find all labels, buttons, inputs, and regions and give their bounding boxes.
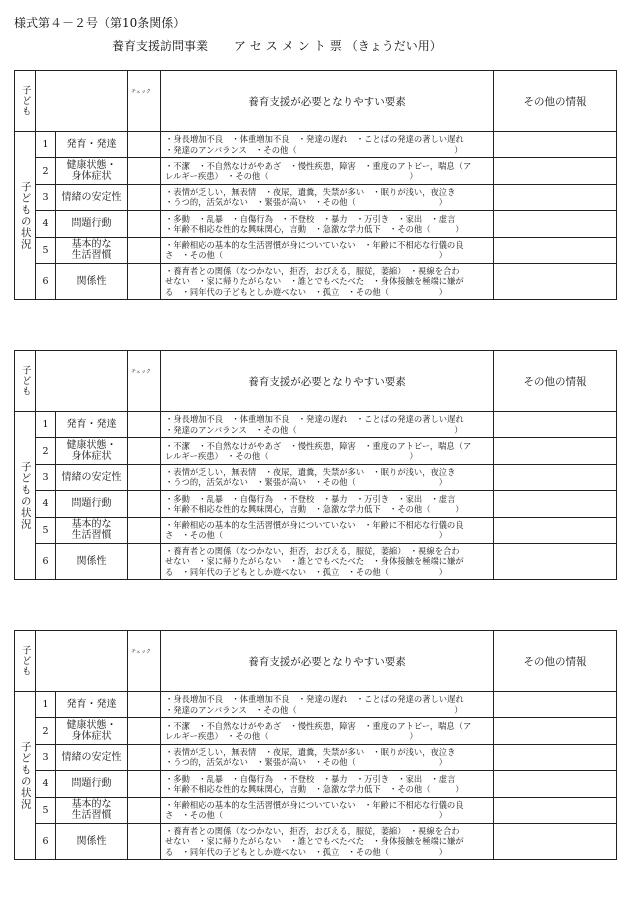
row-other-info-cell[interactable] (494, 211, 617, 237)
row-number: 1 (36, 412, 56, 438)
header-kodomo (15, 71, 36, 132)
row-check-cell[interactable] (128, 438, 161, 464)
row-number: 1 (36, 692, 56, 718)
title-program: 養育支援訪問事業 (112, 39, 209, 53)
row-category: 健康状態・ 身体症状 (56, 158, 128, 184)
row-number: 4 (36, 491, 56, 517)
row-other-info-cell[interactable] (494, 158, 617, 184)
row-items: ・表情が乏しい，無表情 ・夜尿，遺糞，失禁が多い ・眠りが浅い，夜泣き ・うつ的，活気がない ・緊張が高い ・その他（ ） (161, 744, 494, 770)
row-category: 発育・発達 (56, 412, 128, 438)
row-other-info-cell[interactable] (494, 744, 617, 770)
header-other-info: その他の情報 (494, 71, 617, 132)
row-check-cell[interactable] (128, 823, 161, 859)
row-number: 6 (36, 823, 56, 859)
row-category: 情緒の安定性 (56, 184, 128, 210)
row-items: ・表情が乏しい，無表情 ・夜尿，遺糞，失禁が多い ・眠りが浅い，夜泣き ・うつ的，活気がない ・緊張が高い ・その他（ ） (161, 464, 494, 490)
row-items: ・養育者との関係（なつかない，拒否，おびえる，服従，萎縮） ・視線を合わ せない ・家に帰りたがらない ・誰とでもべたべた ・身体接触を極端に嫌が る ・同年代の子どもとしか遊べない ・孤立 ・その他（ ） (161, 543, 494, 579)
form-number: 様式第４－２号（第10条関係） (14, 16, 186, 30)
row-items: ・養育者との関係（なつかない，拒否，おびえる，服従，萎縮） ・視線を合わ せない ・家に帰りたがらない ・誰とでもべたべた ・身体接触を極端に嫌が る ・同年代の子どもとしか遊べない ・孤立 ・その他（ ） (161, 823, 494, 859)
row-other-info-cell[interactable] (494, 464, 617, 490)
row-number: 3 (36, 744, 56, 770)
row-items: ・年齢相応の基本的な生活習慣が身についていない ・年齢に不相応な行儀の良 さ ・その他（ ） (161, 797, 494, 823)
row-other-info-cell[interactable] (494, 438, 617, 464)
table-row (15, 823, 617, 859)
header-elements: 養育支援が必要となりやすい要素 (161, 71, 494, 132)
row-check-cell[interactable] (128, 744, 161, 770)
row-check-cell[interactable] (128, 771, 161, 797)
row-items: ・身長増加不良 ・体重増加不良 ・発達の遅れ ・ことばの発達の著しい遅れ ・発達のアンバランス ・その他（ ） (161, 132, 494, 158)
row-check-cell[interactable] (128, 692, 161, 718)
table-row (15, 211, 617, 237)
row-items: ・多動 ・乱暴 ・自傷行為 ・不登校 ・暴力 ・万引き ・家出 ・虚言 ・年齢不相応な性的な興味関心，言動 ・急激な学力低下 ・その他（ ） (161, 211, 494, 237)
table-row (15, 797, 617, 823)
row-check-cell[interactable] (128, 491, 161, 517)
row-category: 健康状態・ 身体症状 (56, 438, 128, 464)
row-number: 2 (36, 718, 56, 744)
row-check-cell[interactable] (128, 184, 161, 210)
assessment-table-3 (14, 630, 617, 860)
row-items: ・多動 ・乱暴 ・自傷行為 ・不登校 ・暴力 ・万引き ・家出 ・虚言 ・年齢不相応な性的な興味関心，言動 ・急激な学力低下 ・その他（ ） (161, 491, 494, 517)
table-row (15, 158, 617, 184)
row-items: ・多動 ・乱暴 ・自傷行為 ・不登校 ・暴力 ・万引き ・家出 ・虚言 ・年齢不相応な性的な興味関心，言動 ・急激な学力低下 ・その他（ ） (161, 771, 494, 797)
table-row (15, 132, 617, 158)
row-number: 4 (36, 771, 56, 797)
group-cell (15, 692, 36, 860)
row-check-cell[interactable] (128, 132, 161, 158)
row-category: 発育・発達 (56, 132, 128, 158)
group-cell (15, 132, 36, 300)
header-other-info: その他の情報 (494, 631, 617, 692)
row-number: 5 (36, 797, 56, 823)
row-number: 2 (36, 158, 56, 184)
row-category: 基本的な 生活習慣 (56, 797, 128, 823)
table-row (15, 263, 617, 299)
document-title (112, 37, 442, 54)
row-number: 3 (36, 464, 56, 490)
table-row (15, 491, 617, 517)
row-items: ・不潔 ・不自然なけがやあざ ・慢性疾患，障害 ・重度のアトピー，喘息（ア レルギー疾患） ・その他（ ） (161, 718, 494, 744)
row-category: 問題行動 (56, 211, 128, 237)
row-category: 情緒の安定性 (56, 744, 128, 770)
row-check-cell[interactable] (128, 412, 161, 438)
row-category: 健康状態・ 身体症状 (56, 718, 128, 744)
row-other-info-cell[interactable] (494, 237, 617, 263)
table-row (15, 438, 617, 464)
row-other-info-cell[interactable] (494, 692, 617, 718)
row-number: 3 (36, 184, 56, 210)
row-other-info-cell[interactable] (494, 132, 617, 158)
row-check-cell[interactable] (128, 797, 161, 823)
table-row (15, 517, 617, 543)
kodomo-label: 子ども (19, 85, 31, 117)
row-items: ・年齢相応の基本的な生活習慣が身についていない ・年齢に不相応な行儀の良 さ ・その他（ ） (161, 237, 494, 263)
title-main: アセスメント票 (233, 39, 346, 53)
table-row (15, 412, 617, 438)
row-other-info-cell[interactable] (494, 412, 617, 438)
row-items: ・養育者との関係（なつかない，拒否，おびえる，服従，萎縮） ・視線を合わ せない ・家に帰りたがらない ・誰とでもべたべた ・身体接触を極端に嫌が る ・同年代の子どもとしか遊べない ・孤立 ・その他（ ） (161, 263, 494, 299)
row-other-info-cell[interactable] (494, 517, 617, 543)
row-category: 基本的な 生活習慣 (56, 237, 128, 263)
row-other-info-cell[interactable] (494, 543, 617, 579)
group-label: 子どもの状況 (19, 740, 32, 810)
row-check-cell[interactable] (128, 464, 161, 490)
header-blank (36, 71, 128, 132)
row-other-info-cell[interactable] (494, 797, 617, 823)
row-category: 情緒の安定性 (56, 464, 128, 490)
row-category: 関係性 (56, 263, 128, 299)
row-category: 関係性 (56, 823, 128, 859)
row-check-cell[interactable] (128, 158, 161, 184)
header-kodomo (15, 631, 36, 692)
table-row (15, 237, 617, 263)
row-category: 基本的な 生活習慣 (56, 517, 128, 543)
header-blank (36, 351, 128, 412)
row-number: 1 (36, 132, 56, 158)
assessment-table-2 (14, 350, 617, 580)
row-items: ・身長増加不良 ・体重増加不良 ・発達の遅れ ・ことばの発達の著しい遅れ ・発達のアンバランス ・その他（ ） (161, 412, 494, 438)
row-category: 発育・発達 (56, 692, 128, 718)
table-row (15, 718, 617, 744)
row-other-info-cell[interactable] (494, 263, 617, 299)
row-number: 6 (36, 543, 56, 579)
row-category: 問題行動 (56, 491, 128, 517)
header-check: チェック (128, 631, 161, 692)
assessment-table-1 (14, 70, 617, 300)
row-category: 関係性 (56, 543, 128, 579)
row-other-info-cell[interactable] (494, 823, 617, 859)
kodomo-label: 子ども (19, 365, 31, 397)
group-label: 子どもの状況 (19, 460, 32, 530)
row-number: 5 (36, 237, 56, 263)
row-number: 2 (36, 438, 56, 464)
row-items: ・身長増加不良 ・体重増加不良 ・発達の遅れ ・ことばの発達の著しい遅れ ・発達のアンバランス ・その他（ ） (161, 692, 494, 718)
row-other-info-cell[interactable] (494, 491, 617, 517)
row-items: ・年齢相応の基本的な生活習慣が身についていない ・年齢に不相応な行儀の良 さ ・その他（ ） (161, 517, 494, 543)
group-label: 子どもの状況 (19, 180, 32, 250)
row-other-info-cell[interactable] (494, 184, 617, 210)
row-items: ・不潔 ・不自然なけがやあざ ・慢性疾患，障害 ・重度のアトピー，喘息（ア レルギー疾患） ・その他（ ） (161, 438, 494, 464)
row-check-cell[interactable] (128, 543, 161, 579)
row-check-cell[interactable] (128, 517, 161, 543)
row-category: 問題行動 (56, 771, 128, 797)
row-other-info-cell[interactable] (494, 771, 617, 797)
header-other-info: その他の情報 (494, 351, 617, 412)
kodomo-label: 子ども (19, 645, 31, 677)
row-check-cell[interactable] (128, 237, 161, 263)
table-row (15, 744, 617, 770)
title-sub: （きょうだい用） (345, 39, 442, 53)
row-check-cell[interactable] (128, 263, 161, 299)
group-cell (15, 412, 36, 580)
table-row (15, 543, 617, 579)
header-check: チェック (128, 351, 161, 412)
row-number: 5 (36, 517, 56, 543)
header-elements: 養育支援が必要となりやすい要素 (161, 351, 494, 412)
row-check-cell[interactable] (128, 718, 161, 744)
row-other-info-cell[interactable] (494, 718, 617, 744)
header-kodomo (15, 351, 36, 412)
row-items: ・不潔 ・不自然なけがやあざ ・慢性疾患，障害 ・重度のアトピー，喘息（ア レルギー疾患） ・その他（ ） (161, 158, 494, 184)
table-row (15, 464, 617, 490)
row-number: 4 (36, 211, 56, 237)
row-number: 6 (36, 263, 56, 299)
header-elements: 養育支援が必要となりやすい要素 (161, 631, 494, 692)
table-row (15, 692, 617, 718)
row-check-cell[interactable] (128, 211, 161, 237)
header-check: チェック (128, 71, 161, 132)
header-blank (36, 631, 128, 692)
row-items: ・表情が乏しい，無表情 ・夜尿，遺糞，失禁が多い ・眠りが浅い，夜泣き ・うつ的，活気がない ・緊張が高い ・その他（ ） (161, 184, 494, 210)
table-row (15, 771, 617, 797)
table-row (15, 184, 617, 210)
